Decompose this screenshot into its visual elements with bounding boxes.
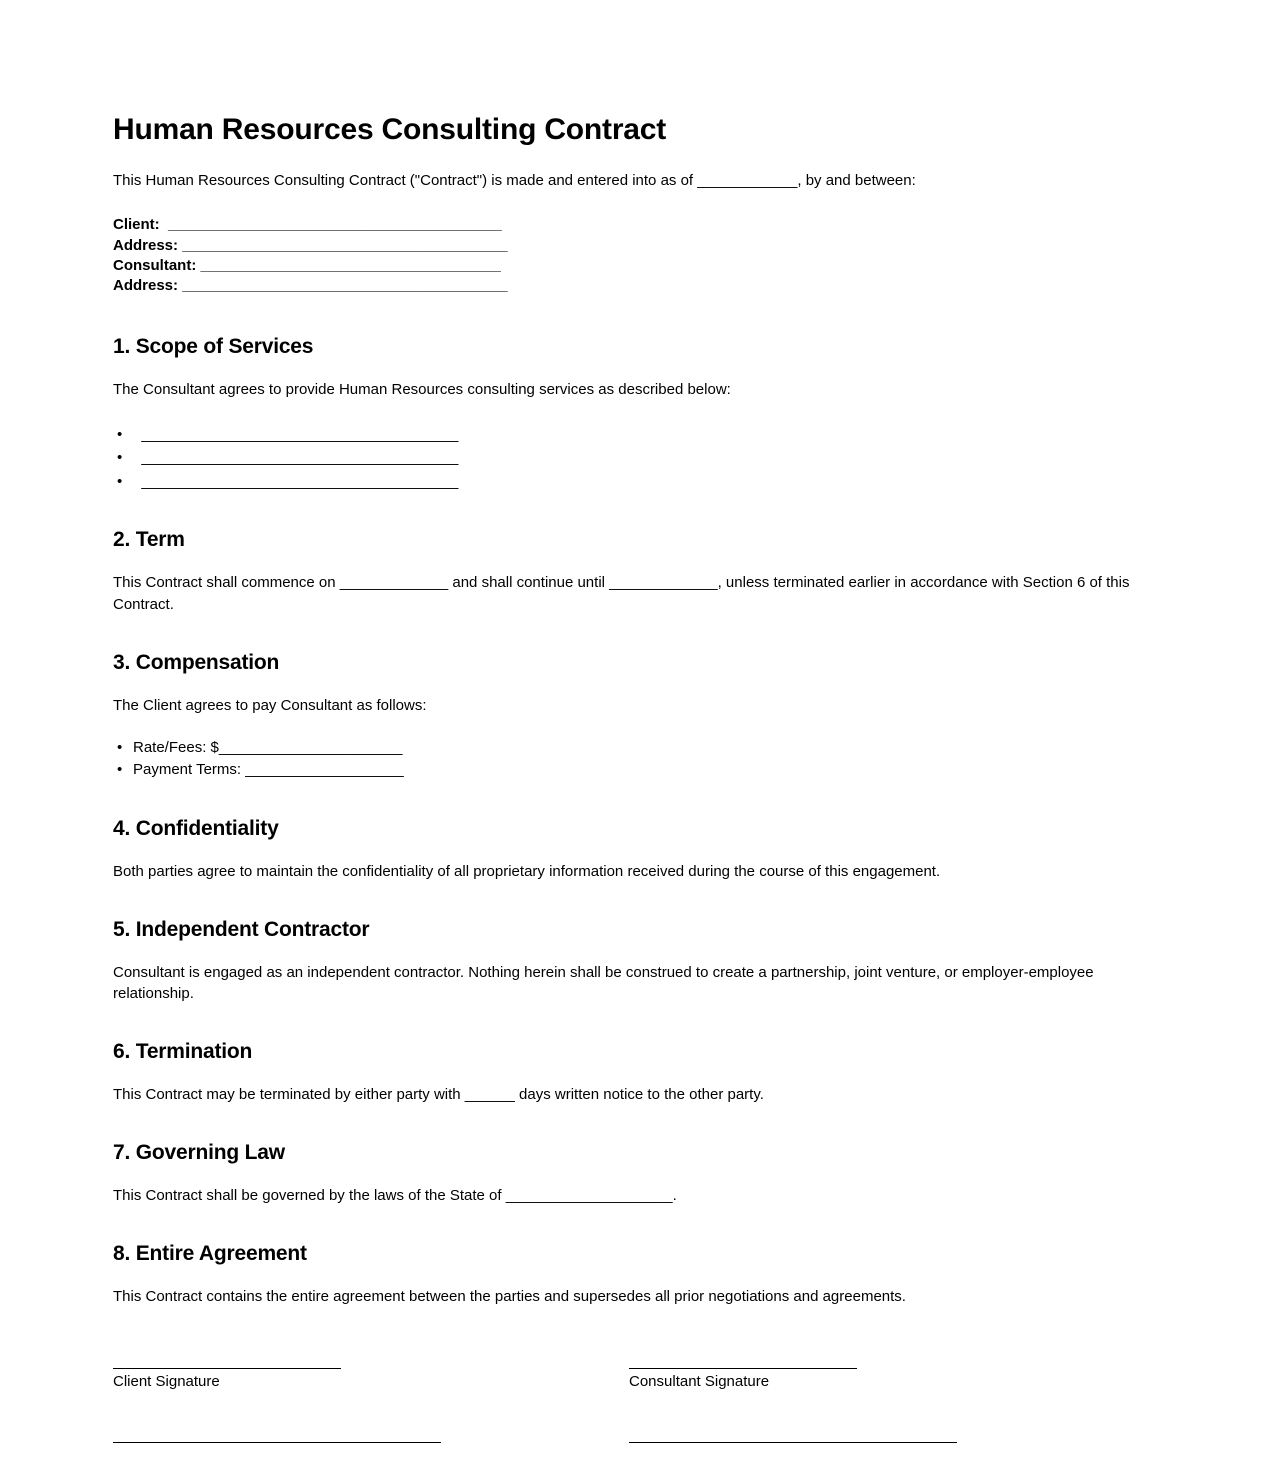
section-scope-of-services (113, 334, 1145, 493)
section-body-7: This Contract shall be governed by the laws of the State of ____________________. (113, 1187, 677, 1205)
compensation-list (113, 737, 1145, 782)
section-body-3: The Client agrees to pay Consultant as follows: (113, 696, 427, 714)
client-signature-label: Client Signature (113, 1373, 220, 1390)
section-body-2: This Contract shall commence on _____________ and shall continue until _____________, unless terminated earlier in accordance with Section 6 of this Contract. (113, 574, 1130, 613)
section-heading-7: 7. Governing Law (113, 1141, 285, 1165)
party-label-client: Client: (113, 216, 160, 234)
parties-block (113, 215, 1145, 296)
section-compensation (113, 650, 1145, 782)
party-row-client-address (113, 236, 1145, 256)
section-body-8: This Contract contains the entire agreement between the parties and supersedes all prior negotiations and agreements. (113, 1288, 906, 1306)
section-heading-1: 1. Scope of Services (113, 335, 314, 359)
section-term (113, 527, 1145, 616)
party-label-consultant-address: Address: (113, 277, 179, 294)
client-signature-line[interactable] (113, 1368, 341, 1369)
intro-paragraph: This Human Resources Consulting Contract ("Contract") is made and entered into as of ____________, by and between: (113, 171, 916, 189)
party-label-client-address: Address: (113, 236, 179, 254)
list-item-payment-terms[interactable]: • Payment Terms: ___________________ (113, 759, 1145, 782)
consultant-signature-label: Consultant Signature (629, 1373, 770, 1390)
list-item[interactable]: • ______________________________________ (113, 470, 1145, 493)
section-heading-8: 8. Entire Agreement (113, 1242, 307, 1266)
section-entire-agreement (113, 1241, 1145, 1308)
party-blank-consultant[interactable]: ____________________________________ (196, 256, 501, 274)
party-blank-client-address[interactable]: _______________________________________ (178, 236, 508, 254)
section-confidentiality (113, 816, 1145, 883)
section-governing-law (113, 1140, 1145, 1207)
party-row-client (113, 215, 1145, 235)
section-heading-2: 2. Term (113, 527, 185, 551)
list-item[interactable]: • ______________________________________ (113, 446, 1145, 469)
section-body-4: Both parties agree to maintain the confidentiality of all proprietary information received during the course of this engagement. (113, 862, 941, 880)
consultant-signature-line[interactable] (629, 1368, 857, 1369)
list-item-rate-fees[interactable]: • Rate/Fees: $______________________ (113, 737, 1145, 760)
signature-column-consultant (629, 1368, 1145, 1443)
client-date-line[interactable] (113, 1442, 441, 1443)
section-body-6: This Contract may be terminated by either party with ______ days written notice to the other party. (113, 1086, 764, 1104)
party-blank-consultant-address[interactable]: _______________________________________ (178, 277, 508, 294)
section-heading-5: 5. Independent Contractor (113, 917, 370, 941)
section-heading-6: 6. Termination (113, 1040, 253, 1064)
section-body-5: Consultant is engaged as an independent contractor. Nothing herein shall be construed to create a partnership, joint venture, or employer-employee relationship. (113, 963, 1094, 1003)
list-item[interactable]: • ______________________________________ (113, 423, 1145, 446)
party-blank-client[interactable]: ________________________________________ (159, 216, 502, 234)
section-heading-4: 4. Confidentiality (113, 816, 279, 840)
section-independent-contractor (113, 917, 1145, 1006)
page-title: Human Resources Consulting Contract (113, 113, 667, 146)
consultant-date-line[interactable] (629, 1442, 957, 1443)
section-termination (113, 1039, 1145, 1106)
scope-blank-list (113, 423, 1145, 493)
signature-column-client (113, 1368, 629, 1443)
party-row-consultant-address (113, 276, 1145, 296)
party-label-consultant: Consultant: (113, 256, 197, 274)
signature-block (113, 1368, 1145, 1443)
party-row-consultant (113, 256, 1145, 276)
section-body-1: The Consultant agrees to provide Human Resources consulting services as described below: (113, 381, 731, 399)
section-heading-3: 3. Compensation (113, 650, 280, 674)
